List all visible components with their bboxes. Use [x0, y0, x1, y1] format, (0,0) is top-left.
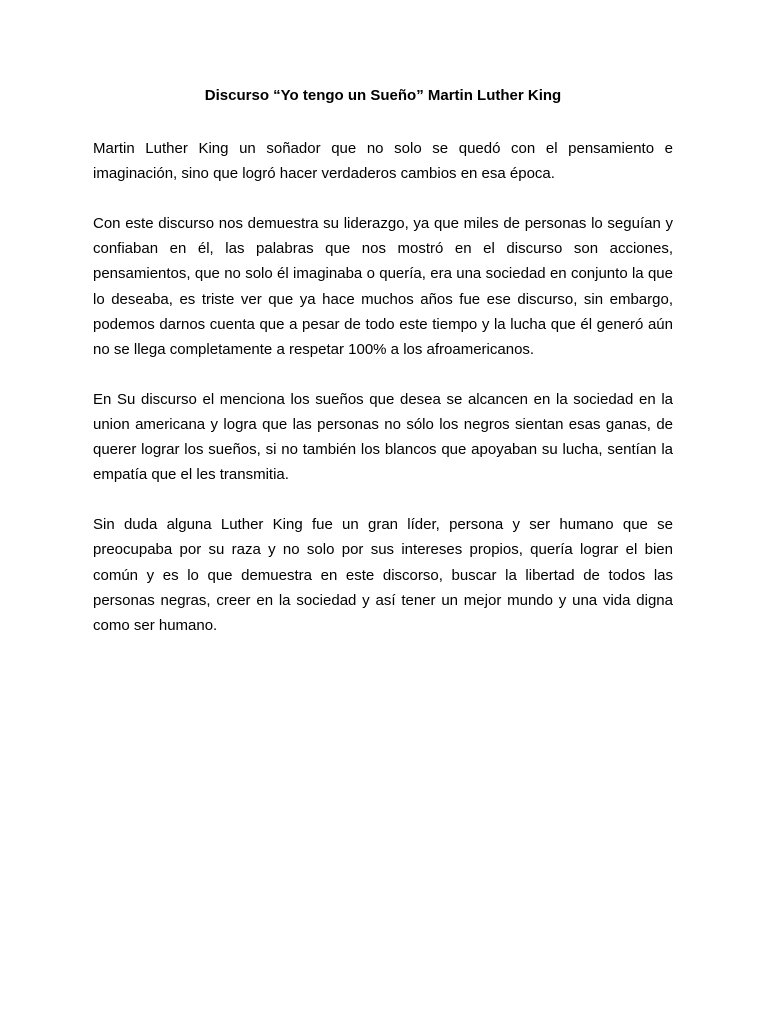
paragraph-4: Sin duda alguna Luther King fue un gran líder, persona y ser humano que se preocupaba por su raza y no solo por sus intereses propios, quería lograr el bien común y es lo que demuestra en este discorso, buscar la libertad de todos las personas negras, creer en la sociedad y así tener un mejor mundo y una vida digna como ser humano. — [93, 516, 673, 635]
document-title: Discurso “Yo tengo un Sueño” Martin Luther King — [204, 87, 562, 104]
paragraph-2: Con este discurso nos demuestra su liderazgo, ya que miles de personas lo seguían y confiaban en él, las palabras que nos mostró en el discurso son acciones, pensamientos, que no solo él imaginaba o quería, era una sociedad en conjunto la que lo deseaba, es triste ver que ya hace muchos años fue ese discurso, sin embargo, podemos darnos cuenta que a pesar de todo este tiempo y la lucha que él generó aún no se llega completamente a respetar 100% a los afroamericanos. — [93, 215, 673, 359]
paragraph-1: Martin Luther King un soñador que no solo se quedó con el pensamiento e imaginación, sino que logró hacer verdaderos cambios en esa época. — [93, 140, 673, 183]
paragraph-3: En Su discurso el menciona los sueños que desea se alcancen en la sociedad en la union americana y logra que las personas no sólo los negros sientan esas ganas, de querer lograr los sueños, si no también los blancos que apoyaban su lucha, sentían la empatía que el les transmitia. — [93, 390, 673, 484]
